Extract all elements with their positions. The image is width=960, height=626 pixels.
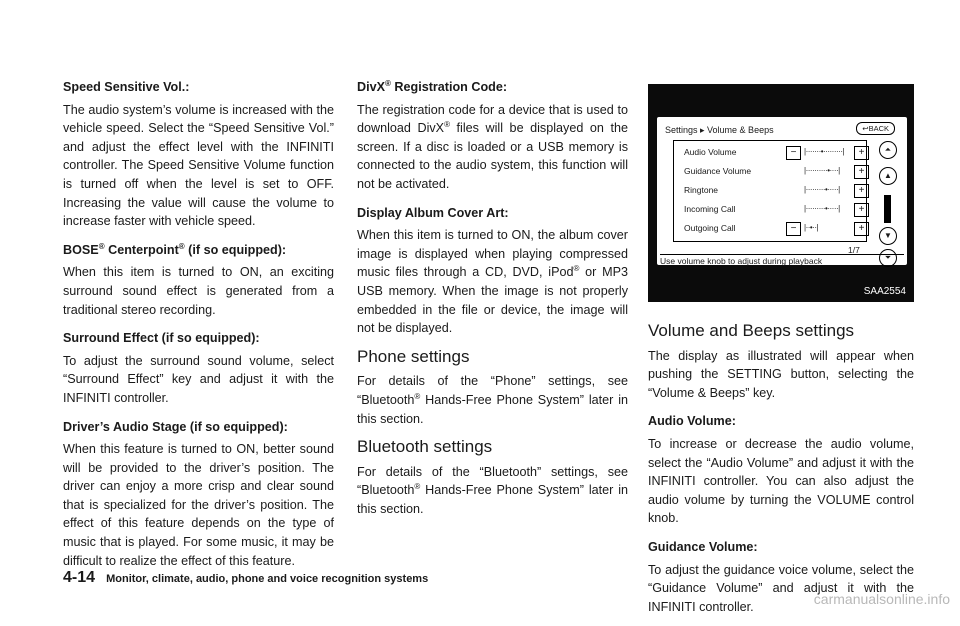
figure-breadcrumb: Settings ▸ Volume & Beeps	[665, 125, 774, 135]
footer-title: Monitor, climate, audio, phone and voice recognition systems	[106, 573, 429, 585]
figure-row-label: Guidance Volume	[684, 166, 752, 176]
figure-back-button: ↩BACK	[856, 122, 895, 135]
phone-settings-paragraph: For details of the “Phone” settings, see “Bluetooth® Hands-Free Phone System” later in this section.	[357, 374, 628, 426]
figure-level-bar: |··•··|	[804, 223, 819, 232]
guidance-volume-heading: Guidance Volume:	[648, 539, 758, 554]
right-column	[648, 318, 914, 626]
phone-settings-heading: Phone settings	[357, 346, 470, 366]
figure-page-indicator: 1/7	[848, 245, 860, 255]
bluetooth-settings-paragraph: For details of the “Bluetooth” settings, see “Bluetooth® Hands-Free Phone System” later in this section.	[357, 464, 628, 516]
figure-screen	[657, 117, 907, 265]
driver-stage-heading: Driver’s Audio Stage (if so equipped):	[63, 419, 288, 434]
volume-beeps-figure	[648, 84, 914, 302]
figure-row-label: Outgoing Call	[684, 223, 736, 233]
bose-paragraph: When this item is turned to ON, an exciting surround sound effect is generated from a traditional stereo recording.	[63, 265, 334, 317]
scroll-up-double-icon: ⏶	[879, 141, 897, 159]
guidance-volume-paragraph: To adjust the guidance voice volume, select the “Guidance Volume” and adjust it with the INFINITI controller.	[648, 562, 914, 614]
plus-icon: +	[854, 146, 869, 160]
plus-icon: +	[854, 184, 869, 198]
divx-heading: DivX® Registration Code:	[357, 78, 508, 94]
speed-heading: Speed Sensitive Vol.:	[63, 80, 190, 94]
bose-heading: BOSE® Centerpoint® (if so equipped):	[63, 241, 287, 257]
surround-paragraph: To adjust the surround sound volume, select “Surround Effect” key and adjust it with the INFINITI controller.	[63, 353, 334, 405]
volume-beeps-heading: Volume and Beeps settings	[648, 321, 855, 340]
figure-level-bar: |·········•·····|	[804, 204, 840, 213]
page-number: 4-14	[63, 569, 96, 586]
album-heading: Display Album Cover Art:	[357, 205, 509, 220]
scrollbar-track	[884, 195, 891, 223]
figure-settings-panel	[673, 140, 867, 242]
minus-icon: −	[786, 222, 801, 236]
plus-icon: +	[854, 203, 869, 217]
audio-volume-paragraph: To increase or decrease the audio volume, select the “Audio Volume” and adjust it with the INFINITI controller. You can also adjust the audio volume by turning the VOLUME control knob.	[648, 436, 914, 526]
figure-footer-hint: Use volume knob to adjust during playback	[660, 254, 904, 266]
figure-level-bar: |·······•·········|	[804, 147, 845, 156]
watermark: carmanualsonline.info	[813, 591, 950, 607]
plus-icon: +	[854, 222, 869, 236]
scroll-up-icon: ▲	[879, 167, 897, 185]
scroll-down-double-icon: ⏷	[879, 249, 897, 267]
minus-icon: −	[786, 146, 801, 160]
driver-stage-paragraph: When this feature is turned to ON, better sound will be provided to the driver’s position. The driver can enjoy a more crisp and clear sound that is specialized for the driver’s position. The effect of this feature depends on the type of music that is played. For some music, it may be difficult to realize the effect of this feature.	[63, 442, 334, 568]
figure-row-label: Ringtone	[684, 185, 719, 195]
left-column	[63, 78, 334, 580]
album-paragraph: When this item is turned to ON, the album cover image is displayed when playing compressed music files through a CD, DVD, iPod® or MP3 USB memory. When the image is not properly embedded in the file or device, the image will not be displayed.	[357, 228, 629, 336]
bluetooth-settings-heading: Bluetooth settings	[357, 437, 493, 457]
figure-level-bar: |·········•·····|	[804, 185, 840, 194]
figure-level-bar: |··········•····|	[804, 166, 840, 175]
scroll-down-icon: ▼	[879, 227, 897, 245]
plus-icon: +	[854, 165, 869, 179]
audio-volume-heading: Audio Volume:	[648, 414, 736, 429]
speed-paragraph: The audio system’s volume is increased with the vehicle speed. Select the “Speed Sensitive Vol.” and adjust the effect level with the INFINITI controller. The Speed Sensitive Volume function is turned off when the level is set to OFF. Increasing the value will cause the volume to increase faster with vehicle speed.	[63, 102, 334, 229]
figure-row-label: Audio Volume	[684, 147, 737, 157]
middle-column	[357, 78, 628, 528]
surround-heading: Surround Effect (if so equipped):	[63, 331, 260, 346]
figure-code: SAA2554	[863, 286, 906, 297]
figure-row-label: Incoming Call	[684, 204, 736, 214]
page-footer	[63, 569, 428, 587]
divx-paragraph: The registration code for a device that is used to download DivX® files will be displayed on the screen. If a disc is loaded or a USB memory is connected to the audio system, this function will not be activated.	[357, 102, 628, 191]
volume-beeps-paragraph: The display as illustrated will appear when pushing the SETTING button, selecting the “Volume & Beeps” key.	[648, 348, 914, 400]
